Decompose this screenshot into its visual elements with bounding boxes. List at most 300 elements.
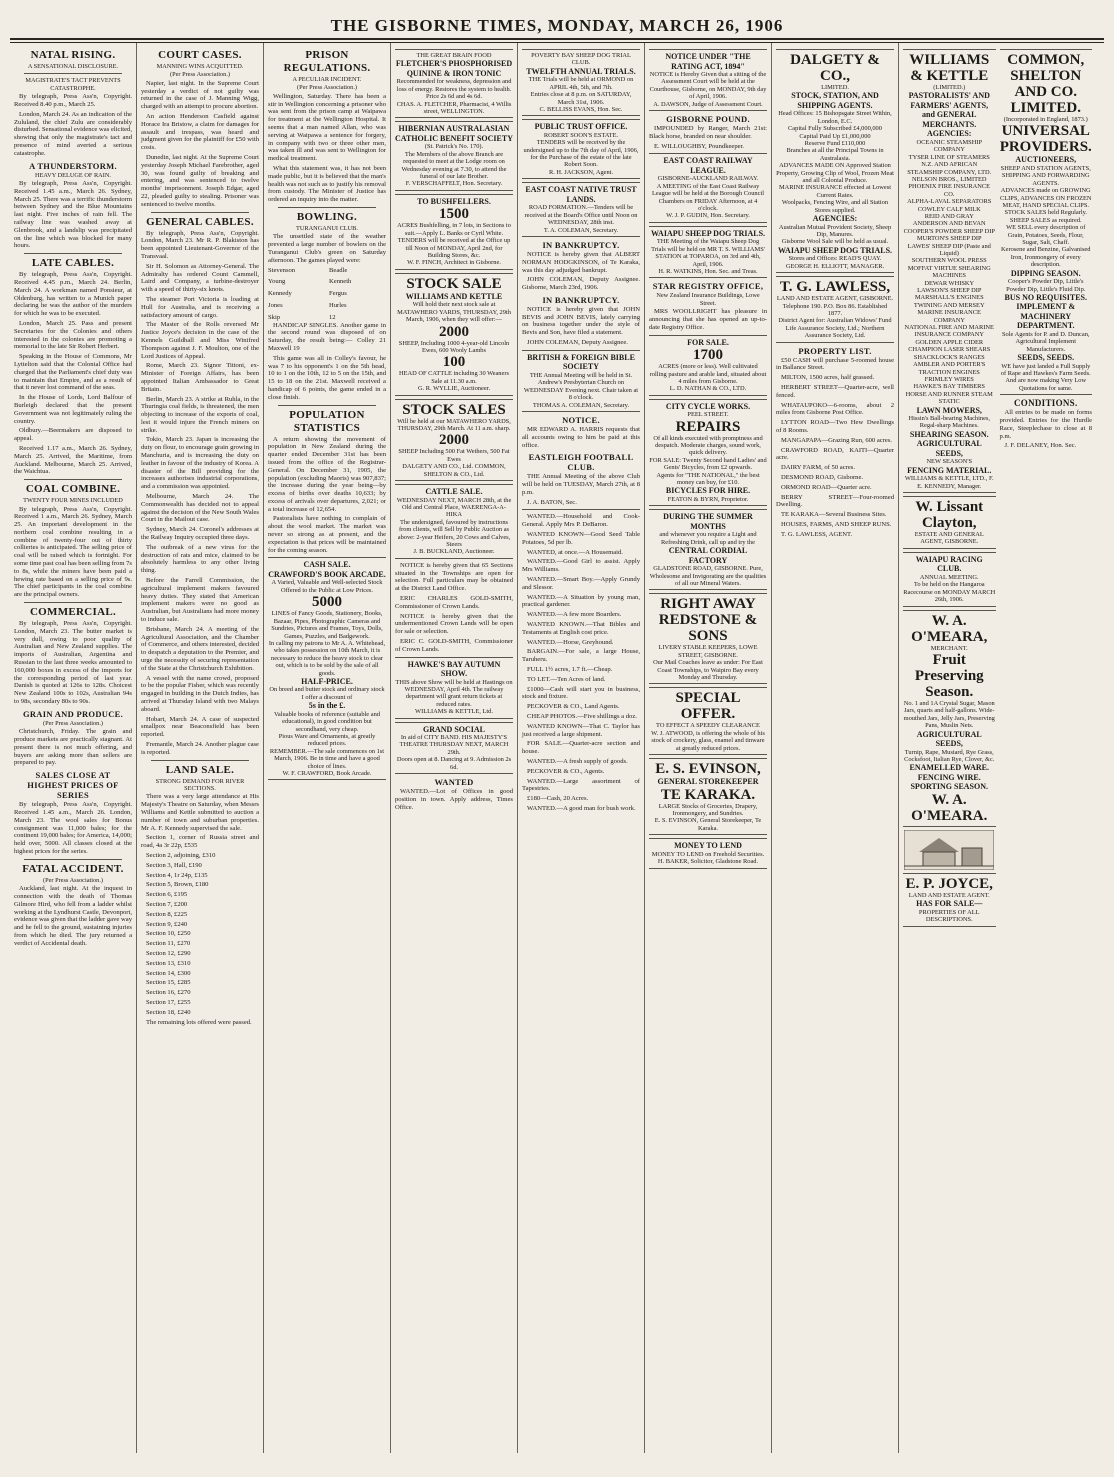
ad-text: MARSHALL'S ENGINES — [914, 294, 984, 302]
ad-text: Recommended for weakness, depression and loss of energy. Restores the system to health. Price 2s 6d and 4s 6d. — [396, 78, 512, 101]
article-text: By telegraph, Press Ass'n, Copyright. Received 8.40 p.m., March 25. — [14, 93, 132, 109]
lot-list — [141, 834, 259, 1016]
ad-title: HIBERNIAN AUSTRALASIAN CATHOLIC BENEFIT SOCIETY — [395, 124, 513, 143]
property-list — [776, 357, 894, 529]
ad-title: AGRICULTURAL SEEDS, — [916, 439, 982, 458]
ad-title: FLETCHER'S PHOSPHORISED QUININE & IRON TONIC — [395, 59, 513, 78]
ad-title: HAWKE'S BAY AUTUMN SHOW. — [407, 659, 501, 679]
headline: CONDITIONS. — [1013, 398, 1078, 409]
classified-item: FOR SALE.—Quarter-acre section and house. — [522, 740, 640, 756]
list-item: Section 5, Brown, £180 — [146, 881, 209, 889]
ad-text: NEW SEASON'S — [926, 458, 973, 466]
masthead-title: THE GISBORNE TIMES, MONDAY, MARCH 26, 1906 — [330, 16, 784, 35]
ad-title: T. G. LAWLESS, — [779, 279, 891, 296]
ad-text: MONEY TO LEND on Freehold Securities. — [651, 850, 765, 858]
ad-title: TWELFTH ANNUAL TRIALS. — [526, 66, 636, 76]
article-text: By telegraph, Press Ass'n, Copyright. Received 1.45 a.m., March 26. London, March 23. The wool sales for Bonus consignment was 11,000 bales; for the continent 19,000 bales; for America, 14,000; held over, 5000. All classes closed at the highest prices for the series. — [14, 801, 132, 855]
advertisement — [522, 119, 640, 179]
subheadline: (Per Press Association.) — [297, 84, 357, 92]
ad-title: DIPPING SEASON. — [1010, 268, 1081, 278]
article-text: What this statement was, it has not been made public, but it is believed that the man's health was not such as to justify his removal from custody. The Minister of Justice has ordered an inquiry into the matter. — [268, 164, 386, 204]
advertisement — [522, 49, 640, 116]
ad-text: And are now making Very Low Quotations for same. — [1005, 377, 1087, 392]
column-8-left — [903, 46, 996, 1453]
ad-text: Agents for "THE NATIONAL," the best money can buy, for £10. — [656, 471, 760, 487]
ad-text: ACRES (more or less). Well cultivated rolling pasture and arable land, situated about 4 miles from Gisborne. — [649, 363, 767, 385]
score-cell: Stevenson — [268, 266, 296, 274]
ad-text: To be held on the Hangaroa Racecourse on MONDAY MARCH 26th, 1906. — [903, 581, 996, 604]
article-text: The remaining lots offered were passed. — [146, 1018, 252, 1026]
ad-text: TENDERS will be received by the undersigned up to the 7th day of April, 1906, for the Purchase of the estate of the late Robert Soon. — [523, 139, 639, 169]
ad-signature: G. R. WYLLIE, Auctioneer. — [417, 385, 491, 393]
headline: COAL COMBINE. — [25, 483, 121, 496]
article-text: Auckland, last night. At the inquest in connection with the death of Thomas Gilmore Hird, who fell from a ladder whilst working at the Lyndhurst Castle, Devonport, evidence was given that the ladder gave way and he fell to the ground, sustaining injuries from which he died. The jury returned a verdict of Accidental death. — [14, 885, 132, 947]
advertisement — [1000, 49, 1093, 395]
score-cell: 12 — [329, 313, 336, 321]
list-item: Section 3, Hall, £190 — [146, 861, 202, 869]
ad-title: UNIVERSAL PROVIDERS. — [999, 123, 1092, 156]
article-text: Dunedin, last night. At the Supreme Court yesterday Joseph Michael Farebrother, aged 30, was found guilty of breaking and entering, and was sentenced to twelve months' imprisonment. Joseph Edgar, aged 22, pleaded guilty to stealing. Prisoner was sentenced to twelve months. — [141, 153, 259, 208]
ad-big-number: 1700 — [693, 347, 723, 364]
ad-text: DEWAR WHISKY — [924, 279, 975, 287]
subheadline: A PECULIAR INCIDENT. — [292, 76, 362, 83]
ad-title: HAS FOR SALE— — [916, 899, 983, 909]
list-item: Section 16, £270 — [146, 989, 191, 997]
ad-signature: R. H. JACKSON, Agent. — [548, 168, 614, 176]
classified-item: BARGAIN.—For sale, a large House, Taruheru. — [522, 648, 640, 664]
classified-item: WANTED.—Large assortment of Tapestries. — [522, 777, 640, 793]
ad-title: SPORTING SEASON. — [910, 782, 988, 792]
advertisement — [903, 552, 996, 607]
ad-signature: H. BAKER, Solicitor, Gladstone Road. — [657, 858, 759, 866]
ad-title: W. A. O'MEARA, — [911, 612, 988, 645]
article-text: The unsettled state of the weather prevented a large number of bowlers on the Turanganui Club's green on Saturday afternoon. The games played were: — [268, 233, 386, 264]
ad-text: and whenever you require a Light and Refreshing Drink, call up and try the — [659, 531, 757, 546]
ad-big-number: 2000 — [439, 432, 469, 449]
ad-title: TE KARAKA. — [660, 786, 756, 803]
ad-text: PEEL STREET. — [687, 411, 729, 419]
ad-big-number: 100 — [442, 354, 466, 371]
newspaper-page — [10, 10, 1104, 1453]
notice-signature: ERIC C. GOLD-SMITH, Commissioner of Crown Lands. — [395, 637, 513, 653]
advertisement — [395, 657, 513, 719]
list-item: Section 7, £200 — [146, 900, 188, 908]
ad-text: THE GREAT BRAIN FOOD — [416, 52, 492, 59]
advertisement — [903, 610, 996, 827]
article-text: The steamer Port Victoria is loading at Hull for Australia, and is receiving a satisfactory amount of cargo. — [141, 295, 259, 319]
ad-text: Kerosene and Benzine, Galvanised Iron, Ironmongery of every description. — [1001, 246, 1091, 269]
ad-text: HAWKE'S BAY TIMBERS — [913, 383, 985, 391]
column-4 — [391, 43, 518, 1453]
ad-text: A Varied, Valuable and Well-selected Stock Offered to the Public at Low Prices. — [271, 579, 383, 594]
ad-title: IMPLEMENT & MACHINERY DEPARTMENT. — [1016, 302, 1076, 331]
advertisement — [522, 182, 640, 237]
column-6 — [645, 43, 772, 1453]
ad-text: COWLEY CALF MILK — [917, 205, 981, 213]
ad-title: CATTLE SALE. — [425, 487, 483, 496]
advertisement — [395, 399, 513, 481]
ad-text: Hissin's Ball-bearing Machines, Regal-sharp Machines. — [908, 415, 991, 430]
ad-signature: THOMAS A. COLEMAN, Secretary. — [532, 401, 630, 409]
ad-title: STOCK, STATION, AND SHIPPING AGENTS. — [791, 91, 879, 110]
article-text: Tokio, March 23. Japan is increasing the duty on flour, to encourage grain growing in Manchuria, and is increasing the duty on leather in favour of the industry of Korea. A disaster of the Bill providing for the increases authorises industrial corporations, and a commission was appointed. — [141, 436, 259, 491]
ad-title: LAWN MOWERS, — [916, 405, 982, 415]
ad-text: MOFFAT VIRTUE SHEARING MACHINES — [907, 264, 991, 280]
article-text: The Master of the Rolls reversed Mr Justice Joyce's decision in the case of the Kennels Guildhall and Miss Winifred Thompson against J. F. Moulton, one of the Lord Justices of Appeal. — [141, 321, 259, 360]
ad-big-number: 5000 — [312, 594, 342, 611]
notice-text: NOTICE is hereby given that the undermentioned Crown Lands will be open for sale or selection. — [395, 612, 513, 636]
notice-text: All entries to be made on forms provided. Entries for the Hurdle Race, Steeplechase to close at 8 p.m. — [999, 409, 1092, 440]
advertisement — [649, 153, 767, 222]
classified-item: WANTED.—Horse, Greyhound. — [527, 638, 614, 646]
article-text: This game was all in Colley's favour, he was 7 to his opponent's 1 on the 5th head, 10 to 1 on the 10th, 12 to 5 on the 15th, and 15 to 18 on the 21st. Maxwell received a handicap of 6 points, the game ended in a close finish. — [268, 354, 386, 401]
ad-text: ROBERT SOON'S ESTATE. — [543, 131, 619, 139]
ad-title: EAST COAST NATIVE TRUST LANDS. — [525, 185, 637, 204]
list-item: BERRY STREET—Four-roomed Dwelling. — [776, 493, 894, 509]
ad-title: E. S. EVINSON, — [655, 761, 761, 778]
headline: NOTICE. — [562, 414, 600, 425]
advertisement — [649, 838, 767, 868]
ad-title: CENTRAL CORDIAL FACTORY — [668, 546, 748, 565]
ad-title: AUCTIONEERS, — [1015, 155, 1077, 165]
notice-signature: JOHN COLEMAN, Deputy Assignee. — [527, 339, 628, 347]
ad-text: TENDERS will be received at the Office up till Noon of MONDAY, April 2nd, for Building Stores, &c. — [397, 237, 511, 259]
list-item: DESMOND ROAD, Gisborne. — [781, 473, 864, 481]
headline: SALES CLOSE AT HIGHEST PRICES OF SERIES — [27, 770, 119, 801]
ad-text: Reserve Fund £110,000 — [804, 140, 866, 148]
notice-text: THE Annual Meeting of the above Club will be held on TUESDAY, March 27th, at 8 p.m. — [522, 473, 640, 496]
ad-title: STOCK SALE — [406, 275, 502, 292]
list-item: Section 8, £225 — [146, 910, 188, 918]
list-item: TE KARAKA—Several Business Sites. — [781, 511, 887, 519]
article-text: Sydney, March 24. Coronel's addresses at the Railway Inquiry occupied three days. — [141, 526, 259, 542]
score-cell: Hurles — [329, 301, 347, 309]
ad-text: Turnip, Rape, Mustard, Rye Grass, Cocksfoot, Italian Rye, Clover, &c. — [904, 748, 995, 763]
ad-text: WE have just landed a Full Supply of Rape and Hawkes's Farm Seeds. — [1000, 362, 1091, 378]
column-2 — [137, 43, 264, 1453]
ad-title: FENCING WIRE. — [917, 772, 981, 782]
subheadline: TURANGANUI CLUB. — [296, 224, 358, 232]
ad-text: STOCK SALES held Regularly. SHEEP SALES as required. — [1004, 209, 1088, 224]
classified-item: WANTED.—Good Girl to assist. Apply Mrs Williams. — [522, 558, 640, 574]
ad-text: ROAD FORMATION.—Tenders will be received at the Board's Office until Noon on WEDNESDAY, 28th inst. — [524, 204, 638, 227]
column-5 — [518, 43, 645, 1453]
ad-text: SHACKLOCK'S RANGES — [913, 353, 985, 361]
ad-text: Doors open at 8. Dancing at 9. Admission 2s 6d. — [396, 756, 512, 771]
ad-text: Pious Ware and Ornaments, at greatly reduced prices. — [278, 732, 376, 748]
classified-item: FULL 1½ acres, 1.7 ft.—Cheap. — [527, 666, 613, 674]
ad-text: On breed and butter stock and ordinary stock I offer a discount of — [269, 686, 385, 701]
article-text: By telegraph, Press Ass'n, Copyright. Received 4.45 p.m., March 24. Berlin, March 24. A workman named Ponsieur, at Oldenburg, has written to a Munich paper declaring he was the author of the murders for which he was to be executed. — [14, 271, 132, 318]
columns — [10, 42, 1104, 1453]
ad-title: EAST COAST RAILWAY LEAGUE. — [663, 156, 753, 175]
list-item: £50 CASH will purchase 5-roomed house in Ballance Street. — [776, 356, 894, 372]
ad-text: THE Trials will be held at ORMOND on APRIL 4th, 5th, and 7th. — [528, 76, 634, 91]
ad-text: TO EFFECT A SPEEDY CLEARANCE — [656, 722, 760, 730]
subheadline: TWENTY FOUR MINES INCLUDED — [23, 497, 123, 505]
headline: PROPERTY LIST. — [798, 345, 872, 356]
notice-text: WANTED.—Lot of Offices in good position in town. Apply address, Times Office. — [395, 788, 513, 811]
ad-big-number: 1500 — [439, 206, 469, 223]
subheadline: (Per Press Association.) — [170, 71, 230, 79]
ad-text: ALPHA-LAVAL SEPARATORS — [907, 198, 992, 206]
subheadline: STRONG DEMAND FOR RIVER SECTIONS. — [155, 777, 245, 792]
ad-text: W. J. ATWOOD, is offering the whole of his stock of crockery, glass, enamel and tinware at greatly reduced prices. — [651, 729, 765, 752]
advertisement — [903, 49, 996, 493]
ad-text: ACRES Bushfelling, in 7 lots, in Sections to suit.—Apply L. Banks or Cyril White. — [397, 222, 511, 237]
ad-signature: E. S. EVINSON, General Storekeeper, Te Karaka. — [654, 817, 762, 832]
ad-text: (Incorporated in England, 1873.) — [1003, 116, 1088, 123]
article-text: Sir H. Solomon as Attorney-General. The Admiralty has ordered Count Cammell, Laird and Company, a turbine-destroyer with a speed of thirty-six knots. — [141, 262, 259, 294]
ad-title: W. A. O'MEARA. — [911, 791, 988, 824]
list-item: Section 11, £270 — [146, 940, 191, 948]
article-text: There was a very large attendance at His Majesty's Theatre on Saturday, when Messrs Williams and Kettle submitted to auction a number of town and suburban properties. Mr A. F. Kennedy supervised the sale. — [141, 793, 259, 832]
headline: COMMERCIAL. — [29, 606, 117, 619]
list-item: HERBERT STREET—Quarter-acre, well fenced. — [776, 383, 894, 399]
headline: STAR REGISTRY OFFICE, — [652, 281, 764, 292]
ad-title: PUBLIC TRUST OFFICE. — [534, 122, 628, 132]
ad-text: (St. Patrick's No. 170). — [424, 143, 484, 151]
notice-signature: ERIC CHARLES GOLD-SMITH, Commissioner of Crown Lands. — [395, 594, 513, 610]
ad-title: AGENCIES: — [812, 214, 858, 224]
ad-text: Australian Mutual Provident Society, Sheep Dip, Manures. — [778, 223, 892, 238]
ad-text: A MEETING of the East Coast Railway League will be held at the Borough Council Chambers on FRIDAY Afternoon, at 4 o'clock. — [652, 182, 764, 213]
ad-signature: CHAS. A. FLETCHER, Pharmacist, 4 Willis street, WELLINGTON. — [396, 100, 512, 116]
ad-text: Will hold their next stock sale at MATAWHERO YARDS, THURSDAY, 29th March, 1906, when they will offer:— — [397, 301, 511, 324]
advertisement — [649, 226, 767, 279]
ad-text: THE Meeting of the Waiapu Sheep Dog Trials will be held on MR T. S. WILLIAMS' STATION at TOPAROA, on 3rd and 4th, April, 1906. — [651, 238, 765, 268]
ad-title: CASH SALE. — [303, 560, 351, 570]
article-text: Rome, March 23. Signor Tittoni, ex-Minister of Foreign Affairs, has been appointed Italian Ambassador to Great Britain. — [141, 362, 259, 393]
ad-text: Sale at 11.30 a.m. — [431, 377, 477, 385]
headline: GENERAL CABLES. — [146, 215, 254, 228]
ad-signature: WILLIAMS & KETTLE, LTD., F. E. KENNEDY, Manager. — [904, 475, 994, 490]
ad-title: WAIAPU SHEEP DOG TRIALS. — [650, 228, 766, 238]
ad-title: FENCING MATERIAL. — [907, 465, 992, 475]
notice-signature: J. A. BATON, Sec. — [527, 498, 577, 506]
article-text: Hobart, March 24. A case of suspected smallpox near Beaconsfield has been reported. — [141, 715, 259, 739]
headline: POPULATION STATISTICS — [289, 408, 365, 434]
article-text: Melbourne, March 24. The Commonwealth has decided not to appeal against the decision of the New South Wales Court in the Mailout case. — [141, 493, 259, 524]
ad-title: REPAIRS — [675, 418, 741, 435]
advertisement — [903, 496, 996, 549]
list-item: Section 9, £240 — [146, 920, 188, 928]
classified-item: TO LET.—Ten Acres of land. — [527, 675, 606, 683]
list-item: HOUSES, FARMS, AND SHEEP RUNS. — [781, 520, 892, 528]
article-text: An action Henderson Casfield against Horace Ira Bristow, a claim for damages for assault and trespass, was heard and judgment given for the plaintiff for £50 with costs. — [141, 113, 259, 152]
ad-text: LAND AND ESTATE AGENT, GISBORNE. — [776, 295, 894, 303]
ad-text: POVERTY BAY SHEEP DOG TRIAL CLUB. — [531, 52, 631, 67]
ad-text: ANNUAL MEETING. — [919, 573, 979, 581]
classified-item: PECKOVER & CO., Agents. — [527, 767, 605, 775]
list-item: Section 12, £290 — [146, 949, 191, 957]
notice-signature: J. F. DELANEY, Hon. Sec. — [1004, 442, 1077, 450]
headline: COURT CASES. — [158, 49, 242, 61]
ad-signature: L. D. NATHAN & CO., LTD. — [669, 385, 747, 393]
headline: EASTLEIGH FOOTBALL CLUB. — [528, 452, 634, 473]
ad-text: SOUTHERN WOOL PRESS — [911, 257, 987, 265]
ad-text: The Members of the above Branch are requested to meet at the Lodge room on Wednesday evening at 7.30, to attend the funeral of our late Brother. — [401, 150, 507, 181]
list-item: MILTON, 1500 acres, half grassed. — [781, 374, 875, 382]
ad-text: Telephone 190. P.O. Box 86. Established 1877. — [782, 302, 888, 317]
ad-text: MERCHANT. — [930, 644, 968, 652]
bowling-scores — [268, 267, 386, 322]
ad-title: SPECIAL OFFER. — [675, 690, 741, 723]
headline: BOWLING. — [296, 210, 358, 223]
score-cell: Beadle — [329, 266, 348, 274]
headline: PRISON REGULATIONS. — [283, 49, 371, 74]
ad-text: WEDNESDAY NEXT, MARCH 28th, at the Old and Central Place, WAERENGA-A-HIKA — [396, 496, 512, 519]
ad-text: Will be held at our MATAWHERO YARDS, THURSDAY, 29th March. At 11 a.m. sharp. — [397, 417, 511, 432]
column-8 — [899, 43, 1096, 1453]
ad-title: COMMON, SHELTON AND CO. LIMITED. — [1007, 52, 1085, 116]
advertisement — [395, 273, 513, 396]
list-item: ORMOND ROAD—Quarter acre. — [781, 483, 872, 491]
classified-item: WANTED KNOWN—That C. Taylor has just received a large shipment. — [522, 722, 640, 738]
subheadline: MAGISTRATE'S TACT PREVENTS CATASTROPHE. — [25, 77, 121, 92]
headline: IN BANKRUPTCY. — [542, 239, 620, 250]
ad-text: N.Z. AND AFRICAN STEAMSHIP COMPANY, LTD. — [907, 161, 992, 176]
classified-item: WANTED.—A good man for bush work. — [527, 804, 636, 812]
ad-title: SEEDS, SEEDS. — [1017, 353, 1075, 363]
advertisement — [776, 276, 894, 342]
ad-text: Our Mail Coaches leave as under: For East Coast Townships, to Waipiro Bay every Monday and Thursday. — [653, 659, 763, 682]
ad-text: NOTICE is Hereby Given that a sitting of the Assessment Court will be held at the Courthouse, Gisborne, on MONDAY, 9th day of April, 1906. — [649, 71, 767, 101]
list-item: Section 2, adjoining, £310 — [146, 851, 216, 859]
article-text: London, March 25. Pass and present Secretaries for the Colonies and others interested in the colonies are promoting a memorial to the late Sir Robert Herbert. — [14, 319, 132, 351]
classified-item: WANTED.—A fresh supply of goods. — [527, 758, 628, 765]
classified-item: WANTED.—A few more Boarders. — [527, 611, 622, 619]
ad-text: In calling my patrons to Mr A. A. Whitehead, who takes possession on 10th March, it is necessary to reduce the heavy stock to clear out, which is to be sold by the sale of all goods. — [268, 639, 386, 677]
ad-title: ENAMELLED WARE. — [909, 763, 989, 773]
ad-text: NELSON BROS., LIMITED — [911, 175, 987, 183]
ad-title: AGRICULTURAL SEEDS, — [916, 729, 982, 749]
article-text: By telegraph, Press Ass'n, Copyright. Received 1 a.m., March 26. Sydney, March 25. An important development in the northern coal combine resulting in a combine of twenty-four out of thirty collieries is anticipated. The selling price of coal will be raised which is fortnight. For some time past coal has been selling from 7s to 8s, while the miners have been paid a hewing rate based on a selling price of 9s. The chief participants in the coal combine are the principal owners. — [14, 505, 132, 599]
ad-title: BUS NO REQUISITES. — [1004, 292, 1087, 302]
ad-text: OCEANIC STEAMSHIP COMPANY — [916, 138, 982, 154]
ad-title: MONEY TO LEND — [674, 841, 742, 851]
article-text: Speaking in the House of Commons, Mr Lyttelton said that the Colonial Office had charged that the Parliament's chief duty was to maintain that Empire, and as a result of that it never lost command of the seas. — [14, 353, 132, 392]
ad-subtitle: WILLIAMS AND KETTLE — [405, 291, 503, 301]
article-text: By telegraph, Press Ass'n, Copyright. London, March 23. The butter market is very dull, owing to poor quality of Australian and New Zealand supplies. The imports of Australian, Argentina and Russian to the last three weeks amounted to 160,000 boxes in excess of the imports for the corresponding period of last year. Danish is quoted at 126s to 128s. Choicest New Zealand 100s to 102s, Australian 94s to 98s, secondary 80s to 90s. — [14, 620, 132, 706]
ad-text: PROPERTIES OF ALL DESCRIPTIONS. — [918, 908, 980, 924]
ad-text: Head Offices: 15 Bishopsgate Street Within, London, E.C. — [778, 110, 892, 125]
ad-text: NATIONAL FIRE AND MARINE INSURANCE COMPANY — [904, 324, 994, 339]
list-item: Section 6, £195 — [146, 891, 188, 899]
ad-text: TYSER LINE OF STEAMERS — [908, 153, 990, 161]
ad-signature: GEORGE H. ELLIOTT, MANAGER. — [785, 262, 885, 270]
score-cell: Young — [268, 278, 286, 286]
ad-signature: W. F. FINCH, Architect in Gisborne. — [407, 259, 501, 267]
article-text: A return showing the movement of population in New Zealand during the quarter ended December 31st has been issued from the office of the Registrar-General. On December 31, 1905, the population (excluding Maoris) was 907,837; the increase during the year being—by excess of births over deaths 10,633; by excess of arrivals over departures, 2,021; or a total increase of 12,654. — [268, 435, 386, 513]
ad-title: E. P. JOYCE, — [905, 875, 993, 892]
article-text: Pastoralists have nothing to complain of about the wool market. The market was never so strong as at present, and the expectation is that prices will be maintained for the coming season. — [268, 515, 386, 554]
ad-signature: T. A. COLEMAN, Secretary. — [543, 226, 619, 234]
subheadline: New Zealand Insurance Buildings, Lowe Street. — [656, 292, 760, 307]
classified-item: £1000—Cash will start you in business, stock and fixture. — [522, 685, 640, 701]
ad-signature: J. B. BUCKLAND, Auctioneer. — [413, 548, 495, 556]
score-cell: Kennedy — [268, 290, 292, 298]
ad-text: Sole Agents for P. and D. Duncan, Agricultural Implement Manufacturers. — [1001, 330, 1090, 353]
notice-signature: JOHN COLEMAN, Deputy Assignee. Gisborne, March 23rd, 1906. — [522, 276, 640, 292]
advertisement — [903, 873, 996, 927]
column-7 — [772, 43, 899, 1453]
ad-text: HEAD OF CATTLE including 30 Weaners — [399, 370, 509, 378]
classified-item: £180—Cash, 20 Acres. — [527, 795, 589, 803]
subheadline: MANNING WINS ACQUITTED. — [156, 63, 244, 70]
ad-subtitle: GENERAL STOREKEEPER — [657, 777, 759, 787]
ad-signature: H. R. WATKINS, Hon. Sec. and Treas. — [658, 267, 758, 275]
classified-item: PECKOVER & CO., Land Agents. — [527, 703, 620, 711]
ad-text: In aid of CITY BAND. HIS MAJESTY'S THEATRE THURSDAY NEXT, MARCH 29th. — [399, 734, 509, 756]
notice-text: MR EDWARD A. HARRIS requests that all accounts owing to him be paid at this office. — [522, 425, 640, 449]
advertisement — [649, 399, 767, 507]
ad-title: REDSTONE & SONS — [658, 612, 758, 645]
headline: NATAL RISING. — [30, 49, 116, 61]
subheadline: (Per Press Association.) — [43, 876, 103, 884]
list-item: Section 17, £255 — [146, 998, 191, 1006]
ad-text: WE SELL every description of Grain, Potatoes, Seeds, Flour, Sugar, Salt, Chaff. — [1006, 224, 1086, 246]
classified-item: WANTED, at once.—A Housemaid. — [527, 548, 623, 556]
ad-text: No. 1 and 1A Crystal Sugar, Mason Jars, quarts and half-gallons. Wide-mouthed Jars, Jelly Jars, Preserving Pans, Muslin Nets. — [903, 699, 995, 730]
notice-signature: T. G. LAWLESS, AGENT. — [781, 530, 853, 538]
ad-text: FRIMLEY WIRES — [924, 375, 974, 383]
column-1 — [10, 43, 137, 1453]
list-item: DAIRY FARM, of 50 acres. — [781, 464, 855, 472]
ad-text: LIVERY STABLE KEEPERS, LOWE STREET, GISBORNE. — [658, 644, 758, 659]
article-text: By telegraph, Press Ass'n, Copyright. Received 1.45 a.m., March 26. Sydney, March 25. There was a terrific thunderstorm between Sydney and the Blue Mountains last night. Five inches of rain fell. The railway line was washed away at Glenbrook, and a landslip was precipitated on the line which was blocked for many hours. — [14, 180, 132, 250]
advertisement — [649, 593, 767, 684]
advertisement — [649, 758, 767, 835]
list-item: Section 10, £250 — [146, 930, 191, 938]
advertisement — [649, 335, 767, 396]
ad-title: BRITISH & FOREIGN BIBLE SOCIETY — [527, 352, 635, 372]
ad-signature: W. J. P. GUDIN, Hon. Secretary. — [666, 212, 750, 220]
farm-illustration — [903, 830, 996, 870]
list-item: Section 15, £285 — [146, 979, 191, 987]
notice-text: MRS WOOLLRIGHT has pleasure in announcing that she has opened an up-to-date Registry Office. — [649, 308, 767, 331]
headline: LAND SALE. — [165, 763, 235, 776]
advertisement — [395, 484, 513, 559]
ad-title: FOR SALE. — [687, 337, 729, 347]
classified-item: WANTED KNOWN—Good Seed Table Potatoes, 5d per lb. — [522, 531, 640, 546]
ad-text: AMBLER AND PORTER'S TRACTION ENGINES — [913, 361, 986, 376]
list-item: Section 14, £300 — [146, 969, 191, 977]
ad-title: WAIAPU RACING CLUB. — [915, 554, 983, 574]
advertisement — [395, 194, 513, 270]
headline: FATAL ACCIDENT. — [22, 862, 124, 875]
headline: A THUNDERSTORM. — [29, 160, 117, 171]
ad-text: (LIMITED.) — [933, 84, 966, 91]
score-cell: Fergus — [329, 290, 347, 298]
article-text: Christchurch, Friday. The grain and produce markets are practically stagnant. At present there is not much offering, and buyers are asking more than sellers are prepared to pay. — [14, 728, 132, 767]
subheadline: (Per Press Association.) — [43, 719, 103, 727]
article-text: In the House of Lords, Lord Balfour of Burleigh declared that the present Government was not legitimately ruling the country. — [14, 394, 132, 425]
ad-title: HALF-PRICE. — [301, 676, 353, 686]
ad-signature: C. BELLISS EVANS, Hon. Sec. — [539, 105, 623, 113]
list-item: Section 1, corner of Russia street and road, 4a 3r 22p, £535 — [141, 834, 259, 850]
article-text: Received 1.17 a.m., March 26. Sydney, March 25. Arrived, the Maritime, from Auckland. Melbourne, March 25. Arrived, the Waichtua. — [14, 444, 132, 476]
list-item: Section 13, £310 — [146, 959, 191, 967]
ad-text: Entries close at 8 p.m. on SATURDAY, March 31st, 1906. — [530, 91, 632, 106]
ad-signature: DALGETY AND CO., Ltd. COMMON, SHELTON & CO., Ltd. — [402, 463, 506, 478]
ad-text: Stores and Offices: READ'S QUAY. — [788, 255, 882, 263]
ad-title: TO BUSHFELLERS. — [417, 196, 491, 206]
headline: GISBORNE POUND. — [666, 114, 750, 125]
article-text: Before the Farrell Commission, the agricultural implement makers favoured heavy duties. They stated that American implement makers were no good as Australian, but Australians had more money to induce sale. — [141, 577, 259, 624]
article-text: HANDICAP SINGLES. Another game in the second round was disposed of on Saturday, the result being:— Colley 21 Maxwell 19 — [268, 321, 386, 352]
ad-title: DURING THE SUMMER MONTHS — [663, 512, 753, 531]
